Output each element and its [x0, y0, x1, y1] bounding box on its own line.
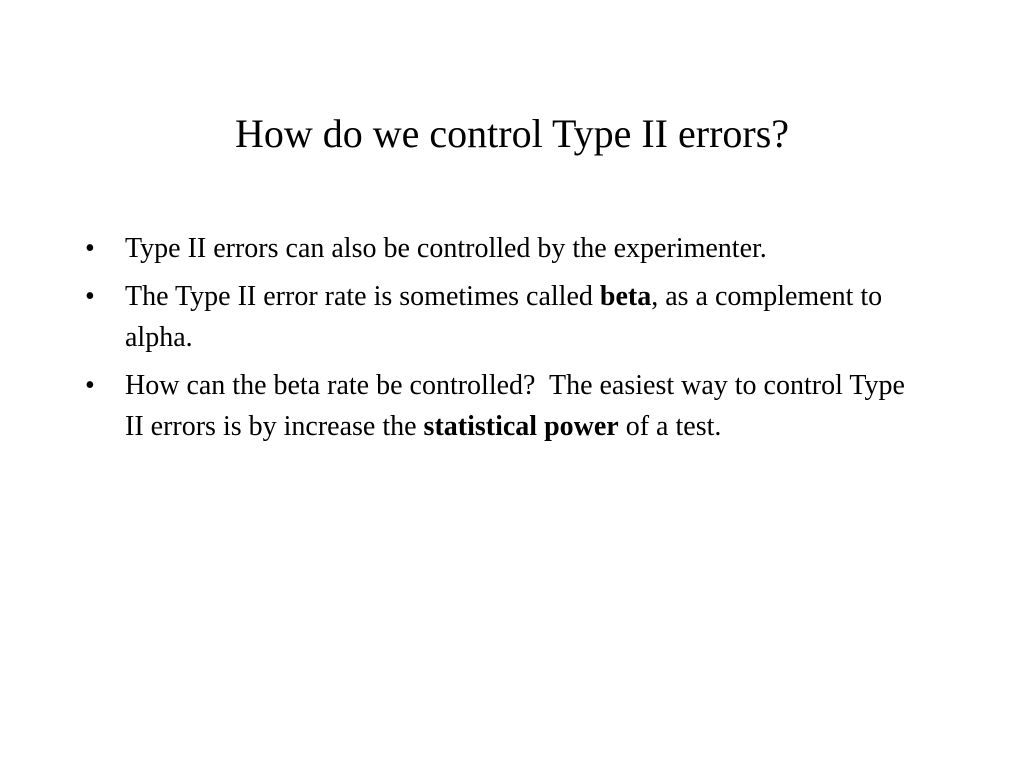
- bullet-marker: •: [85, 281, 95, 312]
- bullet-list: [0, 228, 1024, 454]
- bullet-segment: How can the beta rate be controlled? The easiest way to control Type II errors is by increase the: [125, 370, 912, 442]
- bullet-text: [125, 233, 767, 264]
- bullet-marker: •: [85, 233, 95, 264]
- bullet-segment: Type II errors can also be controlled by the experimenter.: [125, 233, 767, 264]
- bullet-item: [0, 228, 1024, 269]
- bullet-segment: , as a complement to alpha.: [125, 281, 883, 353]
- bullet-item: [0, 365, 1024, 447]
- bullet-item: [0, 276, 1024, 358]
- bold-term-beta: beta: [599, 281, 652, 312]
- bullet-segment: of a test.: [618, 411, 722, 442]
- slide-title: How do we control Type II errors?: [234, 111, 790, 156]
- bullet-marker: •: [85, 370, 95, 401]
- bullet-segment: The Type II error rate is sometimes called: [125, 281, 600, 312]
- bullet-text: [125, 370, 912, 442]
- bold-term-statistical-power: statistical power: [423, 411, 619, 442]
- bullet-text: [125, 281, 882, 353]
